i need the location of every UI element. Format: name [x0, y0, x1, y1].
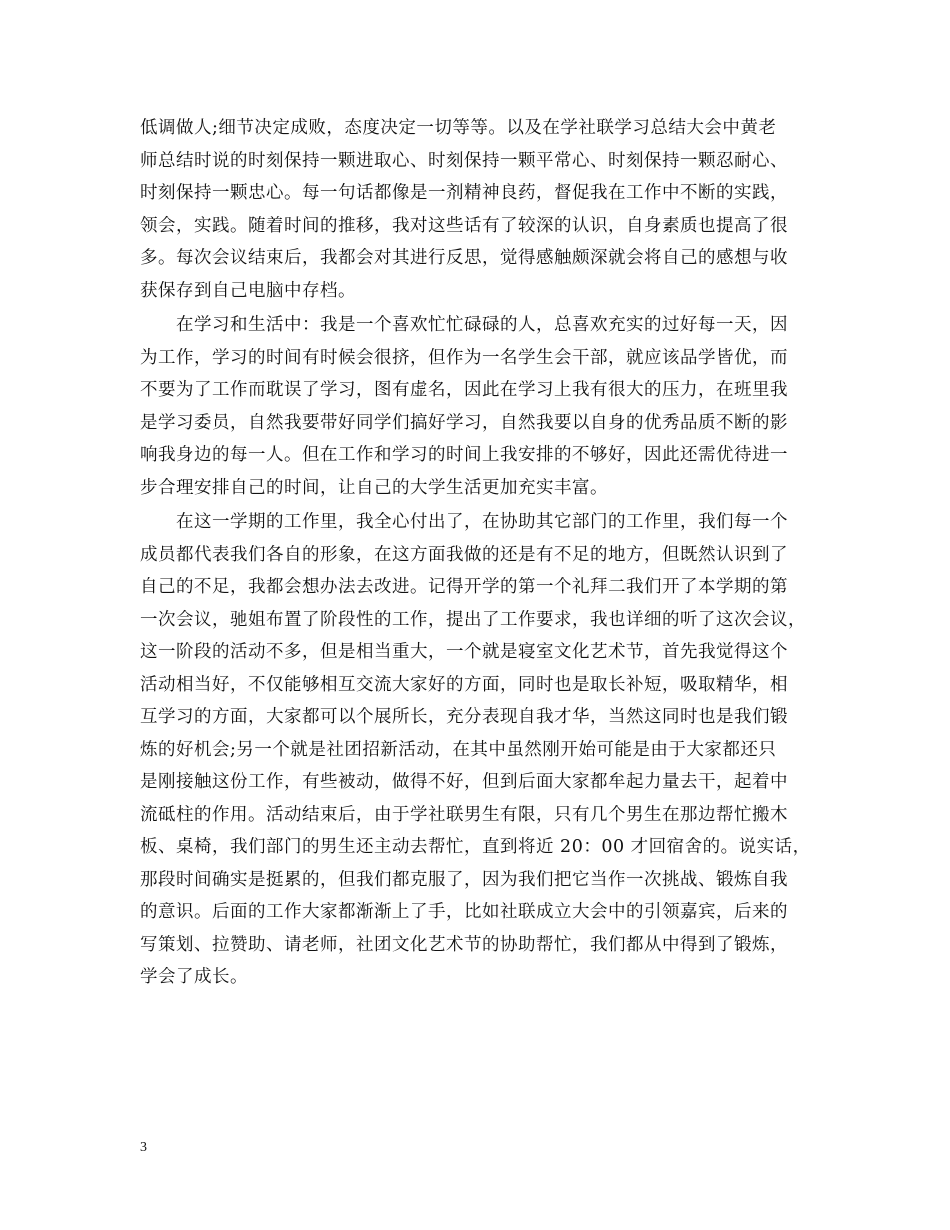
- text-line: 时刻保持一颗忠心。每一句话都像是一剂精神良药，督促我在工作中不断的实践，: [140, 183, 788, 203]
- page-number: 3: [140, 1140, 147, 1155]
- text-line: 写策划、拉赞助、请老师，社团文化艺术节的协助帮忙，我们都从中得到了锻炼，: [140, 934, 788, 955]
- text-line: 领会，实践。随着时间的推移，我对这些话有了较深的认识，自身素质也提高了很: [140, 215, 788, 236]
- text-line: 这一阶段的活动不多，但是相当重大，一个就是寝室文化艺术节，首先我觉得这个: [140, 642, 788, 662]
- text-line: 低调做人;细节决定成败，态度决定一切等等。以及在学社联学习总结大会中黄老: [140, 118, 777, 138]
- text-line: 板、桌椅，我们部门的男生还主动去帮忙，直到将近 20：00 才回宿舍的。说实话，: [140, 837, 811, 857]
- text-line: 炼的好机会;另一个就是社团招新活动，在其中虽然刚开始可能是由于大家都还只: [140, 739, 777, 760]
- text-line: 一次会议，驰姐布置了阶段性的工作，提出了工作要求，我也详细的听了这次会议，: [140, 609, 806, 630]
- text-line: 步合理安排自己的时间，让自己的大学生活更加充实丰富。: [140, 477, 608, 498]
- text-line: 流砥柱的作用。活动结束后，由于学社联男生有限，只有几个男生在那边帮忙搬木: [140, 804, 788, 825]
- text-line: 互学习的方面，大家都可以个展所长，充分表现自我才华，当然这同时也是我们锻: [140, 707, 788, 727]
- text-line: 师总结时说的时刻保持一颗进取心、时刻保持一颗平常心、时刻保持一颗忍耐心、: [140, 150, 788, 171]
- text-line: 活动相当好，不仅能够相互交流大家好的方面，同时也是取长补短，吸取精华，相: [140, 674, 788, 695]
- text-line: 那段时间确实是挺累的，但我们都克服了，因为我们把它当作一次挑战、锻炼自我: [140, 869, 788, 890]
- text-line: 为工作，学习的时间有时候会很挤，但作为一名学生会干部，就应该品学皆优，而: [140, 347, 788, 368]
- text-line: 不要为了工作而耽误了学习，图有虚名，因此在学习上我有很大的压力，在班里我: [140, 380, 788, 400]
- text-line: 多。每次会议结束后，我都会对其进行反思，觉得感触颇深就会将自己的感想与收: [140, 248, 788, 268]
- paragraph-first-line: 在学习和生活中：我是一个喜欢忙忙碌碌的人，总喜欢充实的过好每一天，因: [176, 315, 788, 335]
- text-line: 响我身边的每一人。但在工作和学习的时间上我安排的不够好，因此还需优待进一: [140, 445, 788, 465]
- text-line: 是刚接触这份工作，有些被动，做得不好，但到后面大家都牟起力量去干，起着中: [140, 772, 788, 792]
- text-line: 获保存到自己电脑中存档。: [140, 280, 356, 301]
- text-line: 学会了成长。: [140, 967, 248, 987]
- paragraph-first-line: 在这一学期的工作里，我全心付出了，在协助其它部门的工作里，我们每一个: [176, 512, 788, 532]
- text-line: 是学习委员，自然我要带好同学们搞好学习，自然我要以自身的优秀品质不断的影: [140, 412, 788, 433]
- text-line: 自己的不足，我都会想办法去改进。记得开学的第一个礼拜二我们开了本学期的第: [140, 577, 788, 597]
- body-text: [140, 112, 820, 994]
- text-line: 的意识。后面的工作大家都渐渐上了手，比如社联成立大会中的引领嘉宾，后来的: [140, 902, 788, 922]
- text-line: 成员都代表我们各自的形象，在这方面我做的还是有不足的地方，但既然认识到了: [140, 544, 788, 565]
